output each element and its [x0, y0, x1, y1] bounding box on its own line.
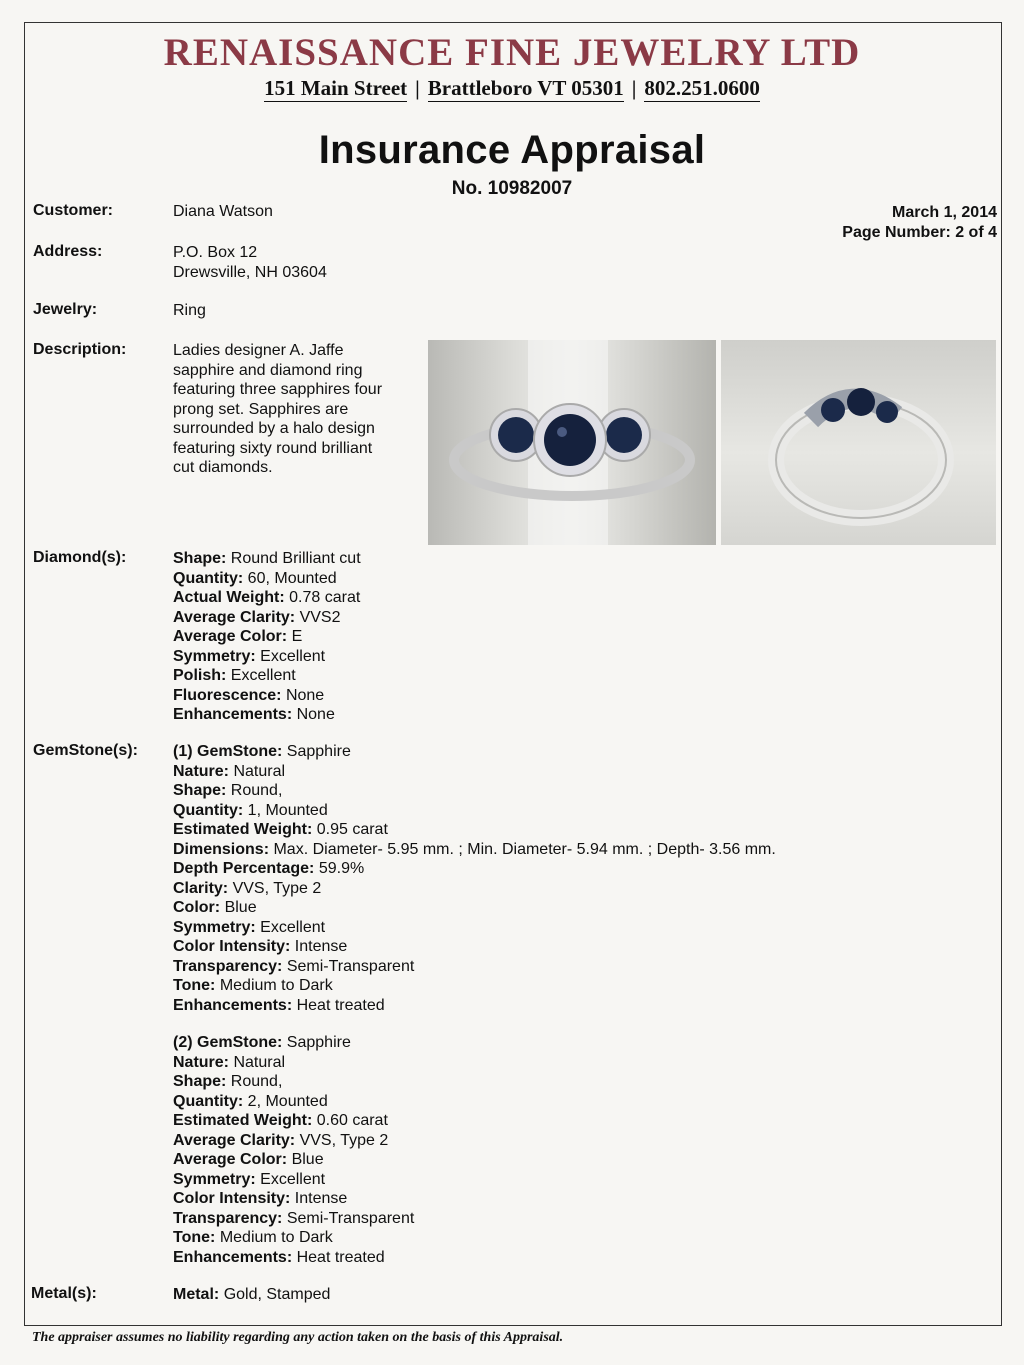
gemstone-row — [173, 1092, 414, 1112]
address-line-1: P.O. Box 12 — [173, 244, 258, 261]
diamond-row — [173, 588, 361, 608]
field-key: Quantity: — [173, 801, 244, 819]
gemstone-row — [173, 957, 776, 977]
field-key: Average Clarity: — [173, 608, 296, 626]
description-line: prong set. Sapphires are — [173, 400, 349, 418]
field-value: Excellent — [260, 647, 326, 665]
field-key: Polish: — [173, 667, 227, 684]
field-key: Metal: — [173, 1286, 220, 1303]
gemstone-row — [173, 918, 776, 938]
field-value: Natural — [233, 1053, 286, 1071]
field-value: Intense — [294, 1190, 348, 1207]
gemstone-row — [173, 1248, 414, 1268]
gemstone-1-details — [173, 742, 776, 1015]
company-name: RENAISSANCE FINE JEWELRY LTD — [163, 31, 861, 74]
ring-front-photo — [428, 340, 716, 545]
gemstone-row — [173, 1228, 414, 1248]
address-label: Address: — [33, 243, 103, 260]
diamond-row — [173, 647, 361, 667]
field-value: Natural — [233, 762, 286, 780]
company-city: Brattleboro VT 05301 — [427, 76, 624, 100]
field-key: Quantity: — [173, 569, 244, 587]
diamond-row — [173, 608, 361, 628]
field-key: Enhancements: — [173, 996, 293, 1014]
gemstone-row — [173, 1170, 414, 1190]
appraisal-date: March 1, 2014 — [892, 204, 997, 221]
gemstone-row — [173, 801, 776, 821]
field-value: None — [285, 686, 325, 704]
document-meta — [842, 203, 997, 243]
field-key: Dimensions: — [173, 840, 270, 858]
field-value: Excellent — [260, 1170, 326, 1188]
gemstone-row — [173, 1072, 414, 1092]
field-value: 59.9% — [318, 860, 365, 877]
field-value: Sapphire — [286, 1034, 351, 1051]
field-value: Medium to Dark — [219, 977, 333, 994]
field-value: Sapphire — [286, 743, 351, 760]
field-value: None — [296, 706, 335, 723]
field-key: Color Intensity: — [173, 1190, 291, 1207]
field-key: Actual Weight: — [173, 589, 285, 606]
field-key: (1) GemStone: — [173, 743, 283, 760]
field-key: Color: — [173, 899, 221, 916]
page-number: Page Number: 2 of 4 — [842, 224, 997, 241]
field-key: Symmetry: — [173, 1170, 256, 1188]
description-label: Description: — [33, 341, 127, 358]
gemstone-2-details — [173, 1033, 414, 1267]
metal-label: Metal(s): — [31, 1285, 97, 1302]
gemstone-row — [173, 762, 776, 782]
gemstone-row — [173, 1150, 414, 1170]
field-value: Round Brilliant cut — [230, 550, 361, 567]
field-value: Heat treated — [296, 996, 385, 1014]
description-line: surrounded by a halo design — [173, 420, 375, 437]
diamond-row — [173, 686, 361, 706]
diamond-row — [173, 569, 361, 589]
field-key: Shape: — [173, 550, 227, 567]
field-key: Nature: — [173, 762, 230, 780]
field-key: (2) GemStone: — [173, 1034, 283, 1051]
field-value: Semi-Transparent — [286, 1209, 415, 1227]
diamonds-details — [173, 549, 361, 725]
field-key: Shape: — [173, 1073, 227, 1090]
gemstone-row — [173, 840, 776, 860]
field-key: Color Intensity: — [173, 938, 291, 955]
field-key: Depth Percentage: — [173, 860, 315, 877]
description-line: sapphire and diamond ring — [173, 361, 363, 379]
gemstone-row — [173, 1189, 414, 1209]
field-key: Fluorescence: — [173, 686, 282, 704]
field-value: VVS, Type 2 — [299, 1131, 389, 1149]
field-value: Medium to Dark — [219, 1229, 333, 1246]
field-value: 0.95 carat — [316, 821, 388, 838]
field-value: 0.78 carat — [289, 589, 361, 606]
field-value: Semi-Transparent — [286, 957, 415, 975]
field-value: 0.60 carat — [316, 1112, 388, 1129]
field-key: Tone: — [173, 1229, 216, 1246]
field-key: Enhancements: — [173, 706, 293, 723]
gemstone-row — [173, 742, 776, 762]
description-line: cut diamonds. — [173, 459, 273, 476]
diamond-row — [173, 627, 361, 647]
ring-front-illustration — [428, 340, 716, 545]
gemstone-row — [173, 820, 776, 840]
field-key: Estimated Weight: — [173, 821, 313, 838]
gemstone-row — [173, 1053, 414, 1073]
field-value: VVS2 — [299, 608, 341, 626]
field-value: 1, Mounted — [247, 801, 328, 819]
gemstones-label: GemStone(s): — [33, 742, 138, 759]
field-value: Blue — [291, 1151, 324, 1168]
customer-label: Customer: — [33, 202, 114, 219]
field-key: Clarity: — [173, 879, 229, 897]
document-title: Insurance Appraisal — [318, 128, 706, 172]
field-key: Shape: — [173, 782, 227, 799]
address-value — [173, 243, 327, 282]
appraisal-number: No. 10982007 — [451, 178, 573, 199]
field-key: Tone: — [173, 977, 216, 994]
metal-details — [173, 1285, 330, 1305]
field-value: Round, — [230, 1073, 283, 1090]
description-line: Ladies designer A. Jaffe — [173, 342, 344, 359]
field-value: 2, Mounted — [247, 1092, 328, 1110]
gemstone-row — [173, 996, 776, 1016]
customer-name: Diana Watson — [173, 203, 273, 220]
gemstone-row — [173, 781, 776, 801]
field-key: Symmetry: — [173, 647, 256, 665]
field-key: Symmetry: — [173, 918, 256, 936]
gemstone-row — [173, 1111, 414, 1131]
gemstone-row — [173, 898, 776, 918]
company-address-line — [0, 76, 1024, 101]
gemstone-row — [173, 937, 776, 957]
field-value: Heat treated — [296, 1248, 385, 1266]
gemstone-row — [173, 1033, 414, 1053]
jewelry-value: Ring — [173, 302, 206, 319]
disclaimer-text: The appraiser assumes no liability regarding any action taken on the basis of this Appraisal. — [32, 1330, 564, 1345]
field-key: Quantity: — [173, 1092, 244, 1110]
field-value: Intense — [294, 938, 348, 955]
field-value: VVS, Type 2 — [232, 879, 322, 897]
field-key: Estimated Weight: — [173, 1112, 313, 1129]
jewelry-label: Jewelry: — [33, 301, 98, 318]
diamond-row — [173, 705, 361, 725]
field-key: Transparency: — [173, 957, 283, 975]
address-separator: | — [415, 76, 420, 100]
diamonds-label: Diamond(s): — [33, 549, 127, 566]
field-value: E — [291, 628, 303, 645]
field-value: Excellent — [260, 918, 326, 936]
field-value: Max. Diameter- 5.95 mm. ; Min. Diameter- 5.94 mm. ; Depth- 3.56 mm. — [273, 840, 776, 858]
field-key: Nature: — [173, 1053, 230, 1071]
gemstone-row — [173, 976, 776, 996]
field-key: Enhancements: — [173, 1248, 293, 1266]
diamond-row — [173, 666, 361, 686]
metal-row — [173, 1285, 330, 1305]
field-value: Gold, Stamped — [223, 1286, 331, 1303]
gemstone-row — [173, 859, 776, 879]
field-key: Transparency: — [173, 1209, 283, 1227]
field-value: Round, — [230, 782, 283, 799]
description-line: featuring sixty round brilliant — [173, 439, 373, 457]
description-text — [173, 341, 413, 478]
gemstone-row — [173, 1131, 414, 1151]
diamond-row — [173, 549, 361, 569]
field-value: 60, Mounted — [247, 569, 337, 587]
gemstone-row — [173, 879, 776, 899]
gemstone-row — [173, 1209, 414, 1229]
company-phone: 802.251.0600 — [644, 76, 760, 100]
ring-side-illustration — [721, 340, 996, 545]
description-line: featuring three sapphires four — [173, 381, 383, 398]
company-street: 151 Main Street — [264, 76, 408, 100]
field-value: Blue — [224, 899, 257, 916]
address-line-2: Drewsville, NH 03604 — [173, 263, 327, 281]
ring-side-photo — [721, 340, 996, 545]
field-key: Average Clarity: — [173, 1131, 296, 1149]
field-key: Average Color: — [173, 1151, 288, 1168]
field-value: Excellent — [230, 667, 296, 684]
address-separator: | — [631, 76, 637, 100]
field-key: Average Color: — [173, 628, 288, 645]
